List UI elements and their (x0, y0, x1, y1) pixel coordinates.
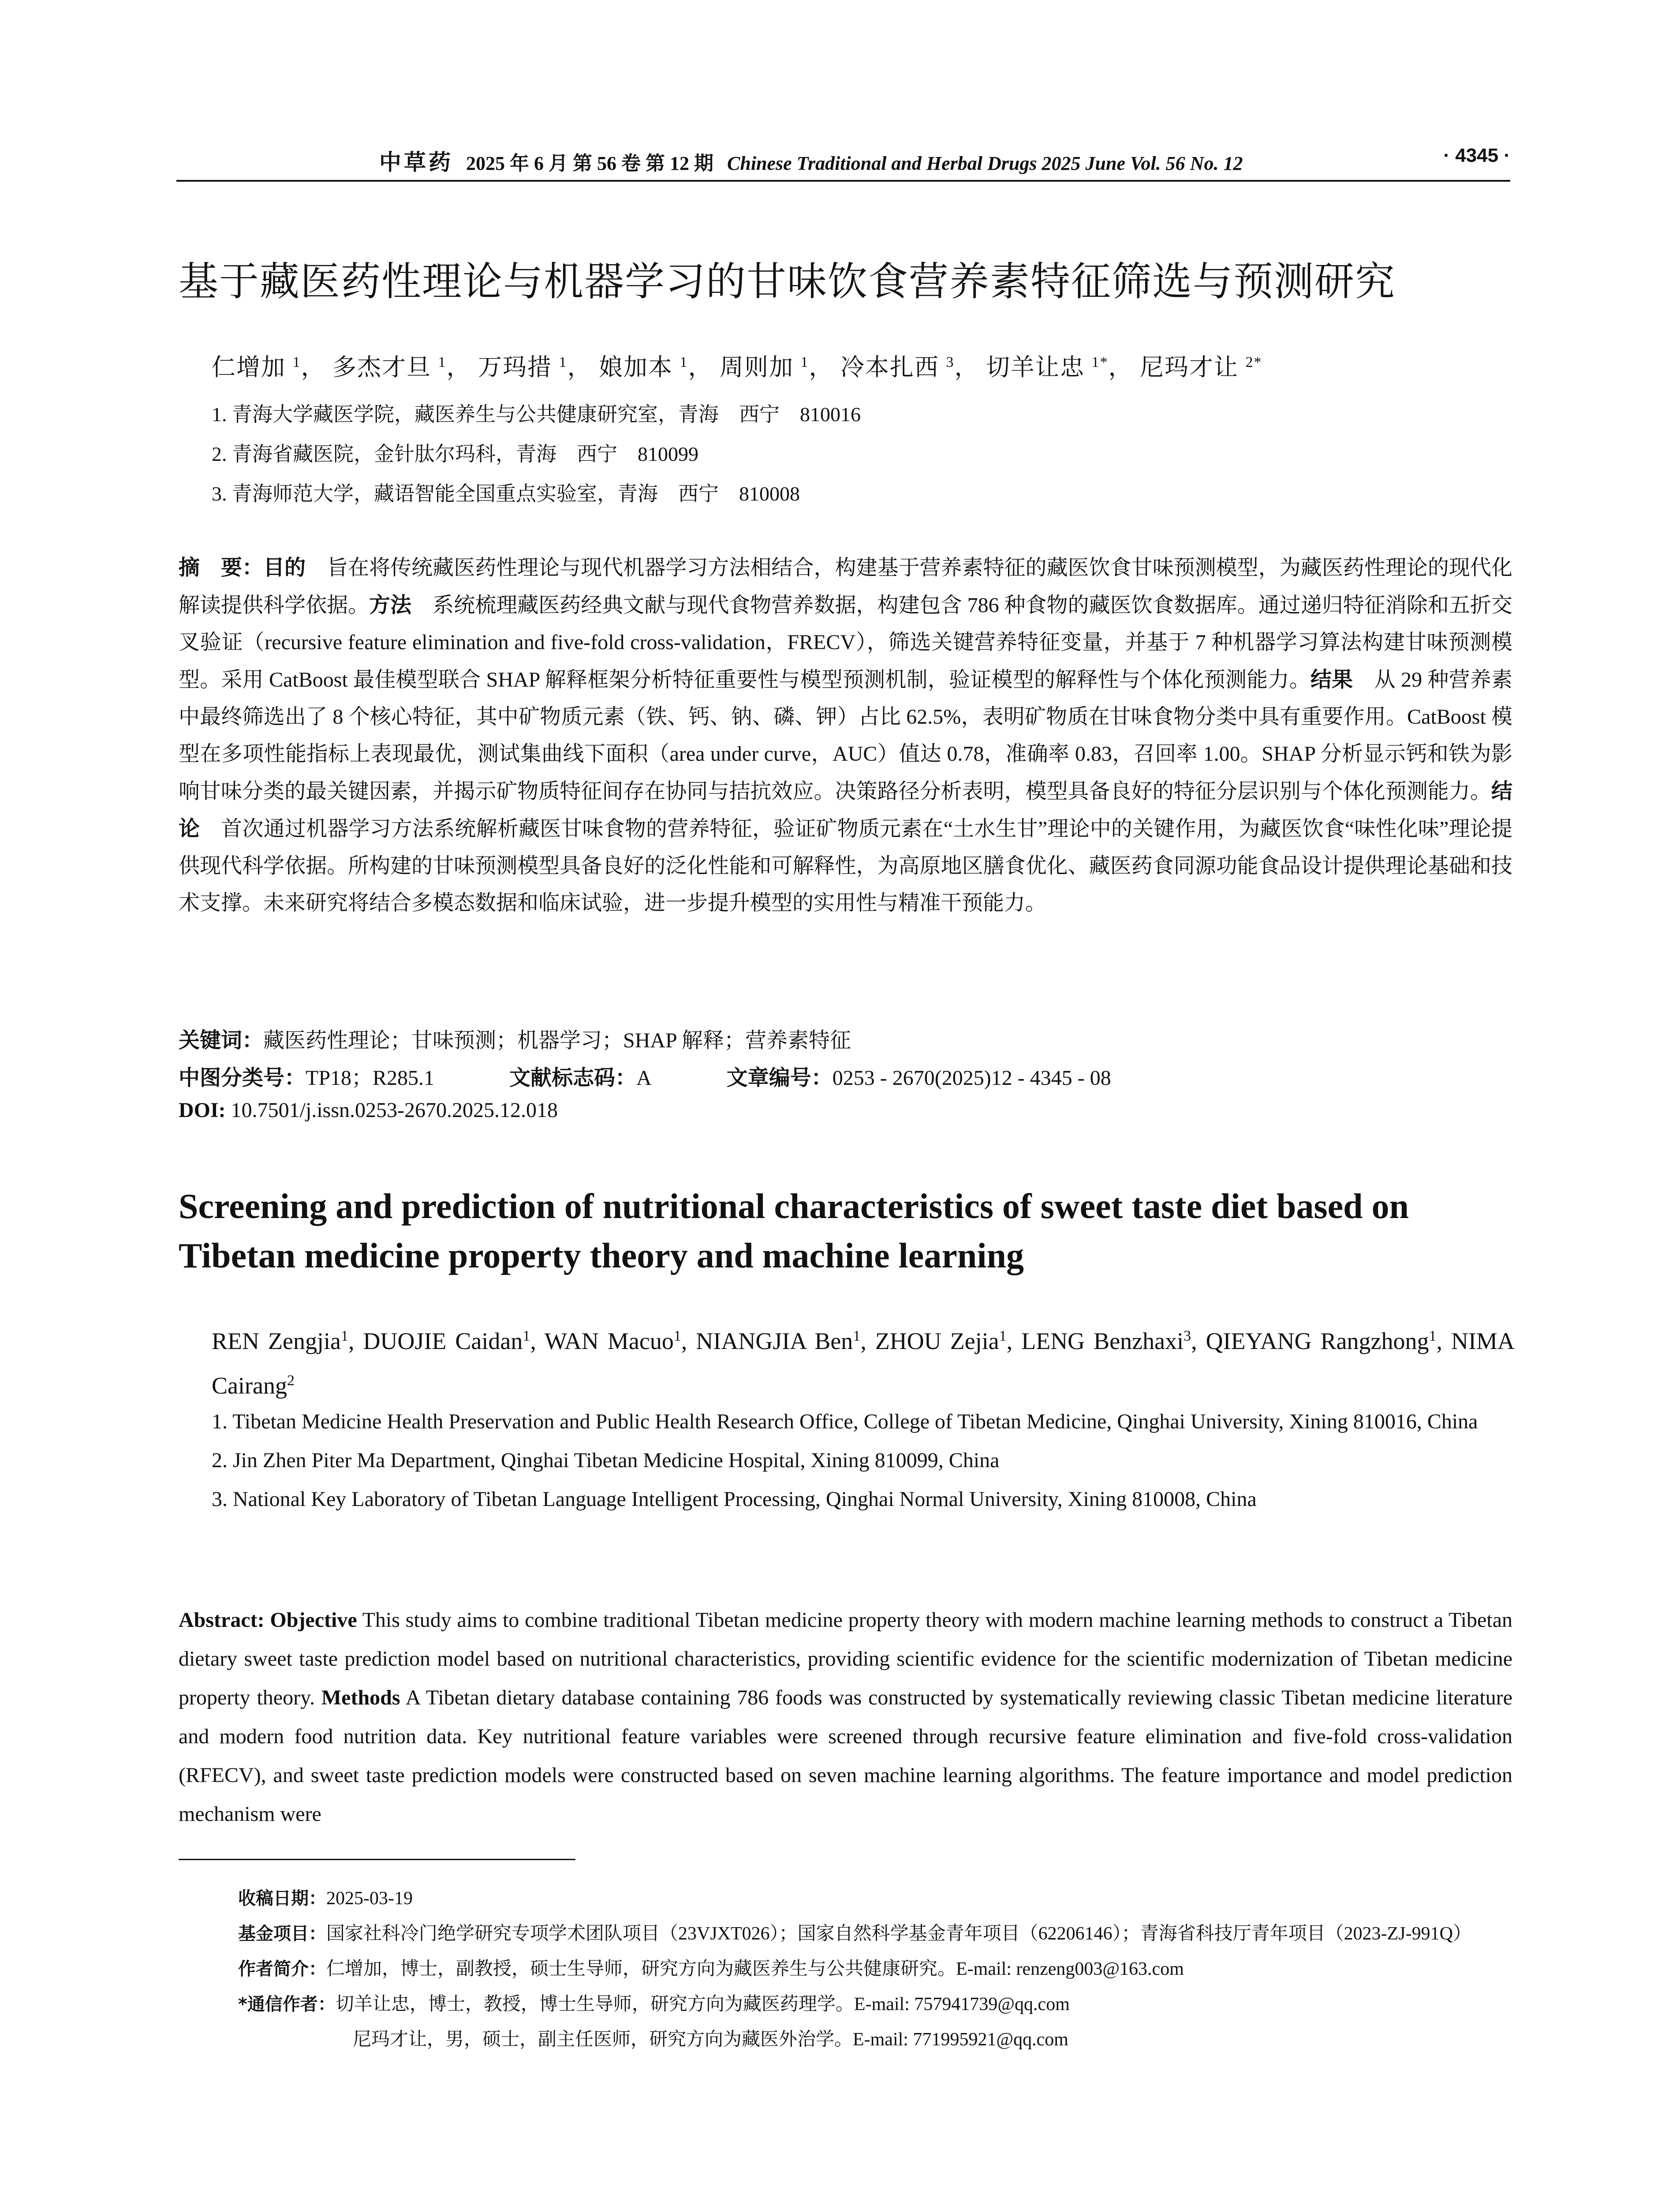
author-cn: 冷本扎西 (840, 354, 939, 381)
author-sup: 2 (287, 1372, 295, 1389)
author-sup: 1 (292, 354, 301, 370)
objective-en-text: This study aims to combine traditional Tibetan medicine property theory with modern machine learning methods to construct a Tibetan dietary sweet taste prediction model based on nutritional characteristics, providing scientific evidence for the scientific modernization of Tibetan medicine property theory. (179, 1608, 1512, 1709)
author-sup: 3 (946, 354, 955, 370)
author-cn: 万玛措 (478, 354, 552, 381)
fund-value: 国家社科冷门绝学研究专项学术团队项目（23VJXT026）；国家自然科学基金青年项目（62206146）；青海省科技厅青年项目（2023-ZJ-991Q） (326, 1924, 1471, 1944)
affiliation-en: 3. National Key Laboratory of Tibetan Language Intelligent Processing, Qinghai Normal University, Xining 810008, China (212, 1487, 1257, 1511)
objective-en-label: Objective (270, 1608, 357, 1632)
footnote-corresponding-2: 尼玛才让，男，硕士，副主任医师，研究方向为藏医外治学。E-mail: 771995921@qq.com (353, 2029, 1068, 2050)
authors-en: REN Zengjia$^1$, DUOJIE Caidan$^1$, WAN Macuo$^1$, NIANGJIA Ben$^1$, ZHOU Zejia$^1$, LENG Benzhaxi$^3$, QIEYANG Rangzhong$^1$, NIMA Cairang$^2$ (212, 1328, 1515, 1399)
author-en: LENG Benzhaxi (1021, 1328, 1184, 1354)
abstract-cn (179, 549, 1512, 922)
author-en: NIMA Cairang (212, 1328, 1515, 1399)
author-cn: 周则加 (720, 354, 794, 381)
affiliation-cn: 3. 青海师范大学，藏语智能全国重点实验室，青海 西宁 810008 (212, 482, 800, 505)
objective-text: 旨在将传统藏医药性理论与现代机器学习方法相结合，构建基于营养素特征的藏医饮食甘味预测模型，为藏医药性理论的现代化解读提供科学依据。 (179, 556, 1512, 617)
footnote-author (238, 1951, 1512, 1987)
author-en: QIEYANG Rangzhong (1206, 1328, 1429, 1354)
footnote-received (238, 1881, 1512, 1916)
footnotes (238, 1881, 1512, 2057)
clc-label: 中图分类号： (179, 1065, 306, 1090)
authors-cn: 仁增加 $^1$， 多杰才旦 $^1$， 万玛措 $^1$， 娘加本 $^1$， 周则加 $^1$， 冷本扎西 $^3$， 切羊让忠 $^{1*}$， 尼玛才让 $^{2*}$ (212, 354, 1262, 381)
doi-label: DOI: (179, 1099, 226, 1122)
doi-value: 10.7501/j.issn.0253-2670.2025.12.018 (225, 1099, 558, 1122)
running-header (176, 141, 1510, 182)
corresponding-label: *通信作者： (238, 1994, 336, 2014)
author-sup: 2* (1245, 354, 1262, 370)
author-en: WAN Macuo (544, 1328, 674, 1354)
author-cn: 多杰才旦 (332, 354, 431, 381)
author-sup: 1 (559, 354, 567, 370)
author-sup: 1 (679, 354, 688, 370)
author-sup: 1 (673, 1328, 681, 1344)
objective-label: 目的 (263, 555, 306, 580)
conclusion-text: 首次通过机器学习方法系统解析藏医甘味食物的营养特征，验证矿物质元素在“土水生甘”理论中的关键作用，为藏医饮食“味性化味”理论提供现代科学依据。所构建的甘味预测模型具备良好的泛化性能和可解释性，为高原地区膳食优化、藏医药食同源功能食品设计提供理论基础和技术支撑。未来研究将结合多模态数据和临床试验，进一步提升模型的实用性与精准干预能力。 (179, 817, 1512, 915)
footnote-corresponding (238, 1987, 1512, 2022)
title-cn: 基于藏医药性理论与机器学习的甘味饮食营养素特征筛选与预测研究 (179, 258, 1396, 305)
article-no-value: 0253 - 2670(2025)12 - 4345 - 08 (832, 1066, 1111, 1090)
methods-label: 方法 (369, 593, 412, 617)
author-sup: 1 (1429, 1328, 1437, 1344)
author-sup: 1 (438, 354, 447, 370)
affiliation-cn: 2. 青海省藏医院，金针肽尔玛科，青海 西宁 810099 (212, 443, 698, 465)
classification (179, 1061, 1111, 1091)
author-bio-value: 仁增加，博士，副教授，硕士生导师，研究方向为藏医养生与公共健康研究。E-mail: renzeng003@163.com (326, 1959, 1184, 1979)
results-text: 从 29 种营养素中最终筛选出了 8 个核心特征，其中矿物质元素（铁、钙、钠、磷、钾）占比 62.5%，表明矿物质在甘味食物分类中具有重要作用。CatBoost 模型在多项性能指标上表现最优，测试集曲线下面积（area under curve，AUC）值达 0.78，准确率 0.83，召回率 1.00。SHAP 分析显示钙和铁为影响甘味分类的最关键因素，并揭示矿物质特征间存在协同与拮抗效应。决策路径分析表明，模型具备良好的特征分层识别与个体化预测能力。 (179, 668, 1512, 803)
doc-code-label: 文献标志码： (509, 1065, 637, 1090)
footnote-divider (179, 1859, 575, 1860)
author-cn: 仁增加 (212, 354, 286, 381)
journal-name: 中草药 (379, 150, 453, 175)
title-en: Screening and prediction of nutritional characteristics of sweet taste diet based on Tibetan medicine property theory and machine learning (179, 1187, 1409, 1275)
abstract-label: 摘 要： (179, 555, 264, 580)
received-value: 2025-03-19 (326, 1888, 413, 1909)
article-no-label: 文章编号： (726, 1065, 833, 1090)
author-en: ZHOU Zejia (875, 1328, 999, 1354)
methods-en-label: Methods (321, 1686, 400, 1709)
author-cn: 尼玛才让 (1140, 354, 1239, 381)
author-en: REN Zengjia (212, 1328, 341, 1354)
keywords-label: 关键词： (179, 1028, 264, 1053)
author-sup: 1 (340, 1328, 348, 1344)
affiliation-en: 1. Tibetan Medicine Health Preservation and Public Health Research Office, College of Tibetan Medicine, Qinghai University, Xining 810016, China (212, 1410, 1478, 1433)
received-label: 收稿日期： (238, 1888, 326, 1909)
author-sup: 1 (853, 1328, 861, 1344)
author-sup: 1 (523, 1328, 530, 1344)
author-cn: 切羊让忠 (986, 354, 1085, 381)
methods-en-text: A Tibetan dietary database containing 786 foods was constructed by systematically reviewing classic Tibetan medicine literature and modern food nutrition data. Key nutritional feature variables were screened through recursive feature elimination and five-fold cross-validation (RFECV), and sweet taste prediction models were constructed based on seven machine learning algorithms. The feature importance and model prediction mechanism were (179, 1686, 1512, 1826)
keywords-value: 藏医药性理论；甘味预测；机器学习；SHAP 解释；营养素特征 (263, 1029, 851, 1052)
abstract-en-label: Abstract: (179, 1608, 265, 1632)
page-number: · 4345 · (1443, 145, 1510, 166)
author-en: NIANGJIA Ben (696, 1328, 853, 1354)
doc-code-value: A (636, 1066, 652, 1090)
keywords (179, 1023, 851, 1054)
author-sup: 1 (800, 354, 809, 370)
results-label: 结果 (1310, 667, 1353, 692)
affiliation-en: 2. Jin Zhen Piter Ma Department, Qinghai Tibetan Medicine Hospital, Xining 810099, China (212, 1449, 1000, 1472)
abstract-en (179, 1601, 1512, 1834)
conclusion-label: 结论 (179, 779, 1512, 841)
fund-label: 基金项目： (238, 1924, 326, 1944)
clc-value: TP18；R285.1 (306, 1066, 435, 1090)
corresponding-value-1: 切羊让忠，博士，教授，博士生导师，研究方向为藏医药理学。E-mail: 757941739@qq.com (335, 1994, 1070, 2014)
author-sup: 1* (1091, 354, 1109, 370)
author-sup: 3 (1183, 1328, 1191, 1344)
author-cn: 娘加本 (599, 354, 673, 381)
affiliations-cn (212, 395, 861, 514)
header-citation (379, 145, 1243, 176)
author-bio-label: 作者简介： (238, 1959, 326, 1979)
doi (179, 1098, 558, 1122)
author-en: DUOJIE Caidan (363, 1328, 523, 1354)
issue-cn: 2025 年 6 月 第 56 卷 第 12 期 (466, 153, 713, 174)
author-sup: 1 (999, 1328, 1007, 1344)
affiliations-en (212, 1402, 1515, 1519)
affiliation-cn: 1. 青海大学藏医学院，藏医养生与公共健康研究室，青海 西宁 810016 (212, 403, 861, 426)
issue-en: Chinese Traditional and Herbal Drugs 2025 June Vol. 56 No. 12 (727, 153, 1243, 174)
footnote-fund (238, 1916, 1512, 1951)
methods-text: 系统梳理藏医药经典文献与现代食物营养数据，构建包含 786 种食物的藏医饮食数据库。通过递归特征消除和五折交叉验证（recursive feature elimination and five-fold cross-validation，FRECV），筛选关键营养特征变量，并基于 7 种机器学习算法构建甘味预测模型。采用 CatBoost 最佳模型联合 SHAP 解释框架分析特征重要性与模型预测机制，验证模型的解释性与个体化预测能力。 (179, 594, 1512, 691)
